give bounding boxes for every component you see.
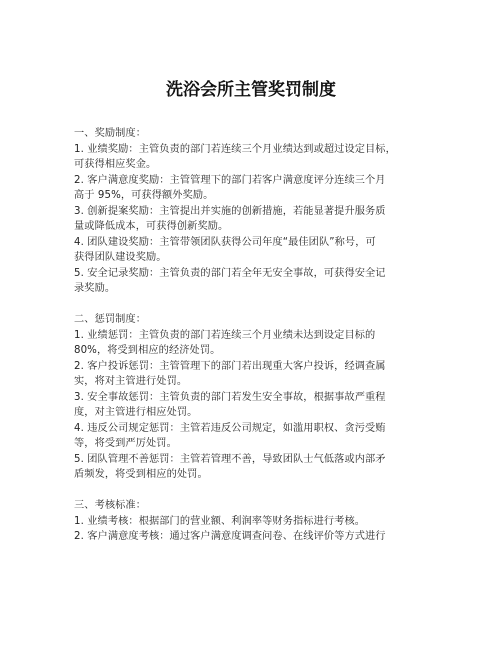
- paragraph-line: 量或降低成本，可获得创新奖励。: [74, 221, 229, 232]
- paragraph-line: 度，对主管进行相应处罚。: [74, 407, 198, 418]
- paragraph-line: 实，将对主管进行处罚。: [74, 376, 188, 387]
- paragraph-line: 1. 业绩考核：根据部门的营业额、利润率等财务指标进行考核。: [74, 515, 366, 527]
- paragraph-line: 1. 业绩奖励：主管负责的部门若连续三个月业绩达到或超过设定目标，: [74, 143, 396, 155]
- paragraph-line: 4. 团队建设奖励：主管带领团队获得公司年度“最佳团队”称号，可: [74, 236, 376, 248]
- paragraph-line: 5. 团队管理不善惩罚：主管若管理不善，导致团队士气低落或内部矛: [74, 453, 386, 465]
- section-heading: 三、考核标准：: [74, 500, 147, 511]
- section-assessment: [74, 498, 444, 545]
- paragraph-line: 等，将受到严厉处罚。: [74, 438, 177, 449]
- section-heading: 一、奖励制度：: [74, 128, 147, 139]
- paragraph-line: 2. 客户投诉惩罚：主管管理下的部门若出现重大客户投诉，经调查属: [74, 360, 386, 372]
- paragraph-line: 可获得相应奖金。: [74, 159, 157, 170]
- section-rewards: [74, 126, 444, 297]
- document-body: [74, 126, 444, 545]
- paragraph-line: 2. 客户满意度奖励：主管管理下的部门若客户满意度评分连续三个月: [74, 174, 386, 186]
- paragraph-line: 4. 违反公司规定惩罚：主管若违反公司规定，如滥用职权、贪污受贿: [74, 422, 386, 434]
- paragraph-line: 高于 95%，可获得额外奖励。: [74, 190, 214, 201]
- paragraph-line: 获得团队建设奖励。: [74, 252, 167, 263]
- paragraph-line: 2. 客户满意度考核：通过客户满意度调查问卷、在线评价等方式进行: [74, 531, 386, 542]
- paragraph-line: 3. 安全事故惩罚：主管负责的部门若发生安全事故，根据事故严重程: [74, 391, 386, 403]
- paragraph-line: 5. 安全记录奖励：主管负责的部门若全年无安全事故，可获得安全记: [74, 267, 386, 279]
- document-title: 洗浴会所主管奖罚制度: [166, 80, 336, 100]
- paragraph-line: 1. 业绩惩罚：主管负责的部门若连续三个月业绩未达到设定目标的: [74, 329, 376, 341]
- paragraph-line: 3. 创新提案奖励：主管提出并实施的创新措施，若能显著提升服务质: [74, 205, 386, 217]
- section-penalties: [74, 312, 444, 483]
- section-heading: 二、惩罚制度：: [74, 314, 147, 325]
- paragraph-line: 80%，将受到相应的经济处罚。: [74, 345, 221, 356]
- paragraph-line: 录奖励。: [74, 283, 116, 294]
- paragraph-line: 盾频发，将受到相应的处罚。: [74, 469, 208, 480]
